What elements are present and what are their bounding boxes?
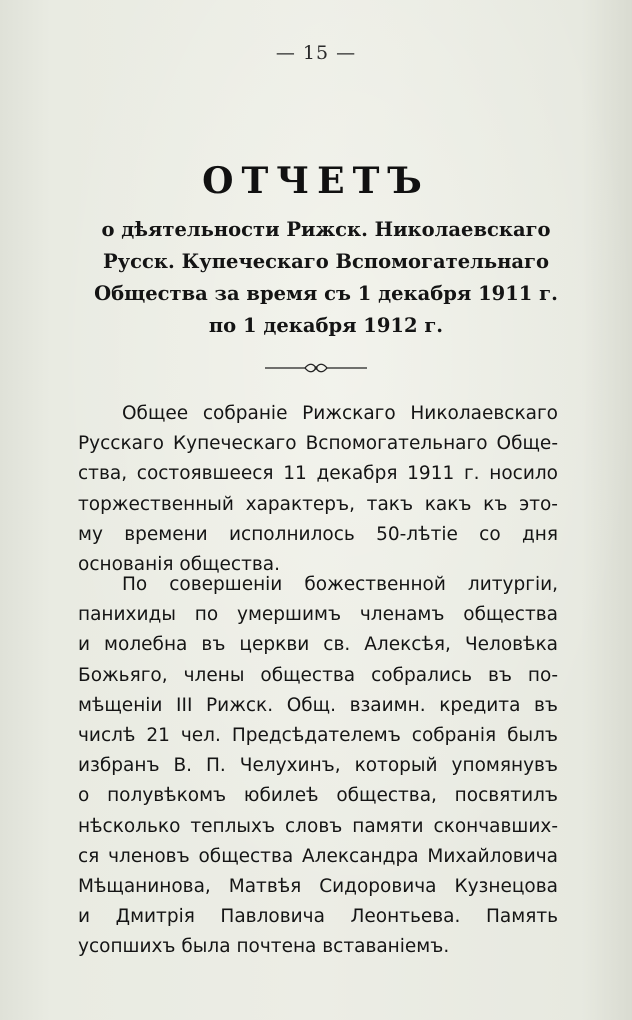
- text-line: Русскаго Купеческаго Вспомогательнаго Обще-: [78, 433, 558, 455]
- subtitle-line: Русск. Купеческаго Вспомогательнаго: [103, 250, 549, 273]
- text-line: Божьяго, члены общества собрались въ по-: [78, 664, 558, 686]
- subtitle-line: по 1 декабря 1912 г.: [208, 314, 444, 337]
- page-number: — 15 —: [275, 42, 357, 64]
- subtitle-line: Общества за время съ 1 декабря 1911 г.: [94, 282, 558, 305]
- text-line: и Дмитрія Павловича Леонтьева. Память: [78, 906, 558, 928]
- text-line: ства, состоявшееся 11 декабря 1911 г. носило: [78, 463, 558, 485]
- ornament-divider-icon: [265, 362, 367, 374]
- paragraph-1: [78, 399, 558, 580]
- text-line: избранъ В. П. Челухинъ, который упомянувъ: [78, 755, 558, 777]
- text-line: Мѣщанинова, Матвѣя Сидоровича Кузнецова: [78, 876, 558, 898]
- text-line: му времени исполнилось 50-лѣтіе со дня: [78, 523, 558, 545]
- text-line: и молебна въ церкви св. Алексѣя, Человѣка: [78, 634, 558, 656]
- text-line: о полувѣкомъ юбилеѣ общества, посвятилъ: [78, 785, 558, 807]
- text-line: торжественный характеръ, такъ какъ къ это-: [78, 493, 558, 515]
- report-subtitle: [60, 214, 592, 342]
- text-line: панихиды по умершимъ членамъ общества: [78, 604, 558, 626]
- text-line: мѣщеніи III Рижск. Общ. взаимн. кредита въ: [78, 694, 558, 716]
- subtitle-line: о дѣятельности Рижск. Николаевскаго: [101, 218, 551, 241]
- text-line: основанія общества.: [78, 554, 280, 576]
- report-title: ОТЧЕТЪ: [202, 160, 430, 202]
- text-line: усопшихъ была почтена вставаніемъ.: [78, 936, 450, 958]
- text-line: нѣсколько теплыхъ словъ памяти скончавших-: [78, 815, 558, 837]
- text-line: числѣ 21 чел. Предсѣдателемъ собранія былъ: [78, 725, 558, 747]
- text-line: Общее собраніе Рижскаго Николаевскаго: [122, 403, 558, 424]
- text-line: По совершеніи божественной литургіи,: [122, 574, 558, 595]
- paragraph-2: [78, 570, 558, 963]
- text-line: ся членовъ общества Александра Михайловича: [78, 845, 558, 867]
